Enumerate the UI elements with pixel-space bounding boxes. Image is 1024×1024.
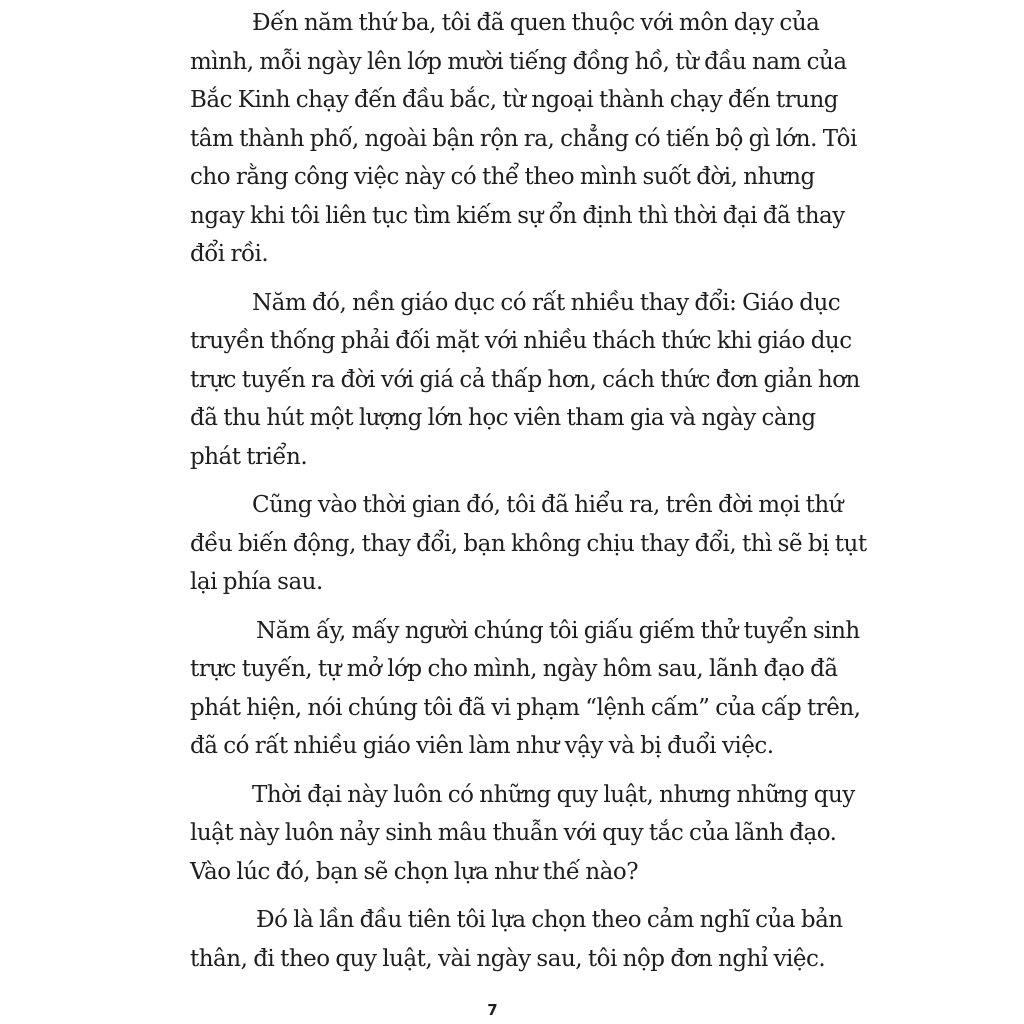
paragraph-gap xyxy=(190,766,798,776)
text-line: luật này luôn nảy sinh mâu thuẫn với quy tắc của lãnh đạo. xyxy=(190,820,837,846)
text-line: phát triển. xyxy=(190,443,308,470)
text-line: Năm đó, nền giáo dục có rất nhiều thay đổi: Giáo dục xyxy=(252,289,841,316)
text-line: phát hiện, nói chúng tôi đã vi phạm “lệnh cấm” của cấp trên, xyxy=(190,694,861,721)
text-line: ngay khi tôi liên tục tìm kiếm sự ổn định thì thời đại đã thay xyxy=(190,202,845,229)
page-number: 7 xyxy=(487,1001,498,1019)
text-line: trực tuyến ra đời với giá cả thấp hơn, cách thức đơn giản hơn xyxy=(190,366,860,393)
paragraph-gap xyxy=(190,476,798,486)
text-line: Năm ấy, mấy người chúng tôi giấu giếm thử tuyển sinh xyxy=(256,617,860,644)
paragraph xyxy=(190,776,855,892)
paragraph xyxy=(190,612,861,766)
paragraph xyxy=(190,4,857,274)
text-line: đã thu hút một lượng lớn học viên tham gia và ngày càng xyxy=(190,405,816,431)
text-line: truyền thống phải đối mặt với nhiều thách thức khi giáo dục xyxy=(190,328,852,354)
text-line: đã có rất nhiều giáo viên làm như vậy và bị đuổi việc. xyxy=(190,733,774,759)
paragraph-gap xyxy=(190,274,798,284)
text-line: Đến năm thứ ba, tôi đã quen thuộc với môn dạy của xyxy=(252,10,820,36)
paragraph xyxy=(190,486,867,602)
body-text xyxy=(190,4,867,978)
text-line: thân, đi theo quy luật, vài ngày sau, tôi nộp đơn nghỉ việc. xyxy=(190,945,826,972)
text-line: Bắc Kinh chạy đến đầu bắc, từ ngoại thành chạy đến trung xyxy=(190,87,839,113)
text-line: trực tuyến, tự mở lớp cho mình, ngày hôm sau, lãnh đạo đã xyxy=(190,656,838,682)
text-line: tâm thành phố, ngoài bận rộn ra, chẳng có tiến bộ gì lớn. Tôi xyxy=(190,125,857,152)
paragraph xyxy=(190,901,843,978)
text-line: Thời đại này luôn có những quy luật, nhưng những quy xyxy=(252,781,855,808)
text-line: Cũng vào thời gian đó, tôi đã hiểu ra, trên đời mọi thứ xyxy=(252,492,843,518)
text-line: cho rằng công việc này có thể theo mình suốt đời, nhưng xyxy=(190,164,815,190)
paragraph-gap xyxy=(190,891,798,901)
paragraph-gap xyxy=(190,602,798,612)
text-line: lại phía sau. xyxy=(190,569,323,595)
text-line: Vào lúc đó, bạn sẽ chọn lựa như thế nào? xyxy=(190,858,639,885)
text-line: Đó là lần đầu tiên tôi lựa chọn theo cảm nghĩ của bản xyxy=(256,907,843,933)
text-line: đều biến động, thay đổi, bạn không chịu thay đổi, thì sẽ bị tụt xyxy=(190,530,867,557)
paragraph xyxy=(190,284,860,477)
text-line: mình, mỗi ngày lên lớp mười tiếng đồng hồ, từ đầu nam của xyxy=(190,48,847,75)
text-line: đổi rồi. xyxy=(190,241,269,267)
